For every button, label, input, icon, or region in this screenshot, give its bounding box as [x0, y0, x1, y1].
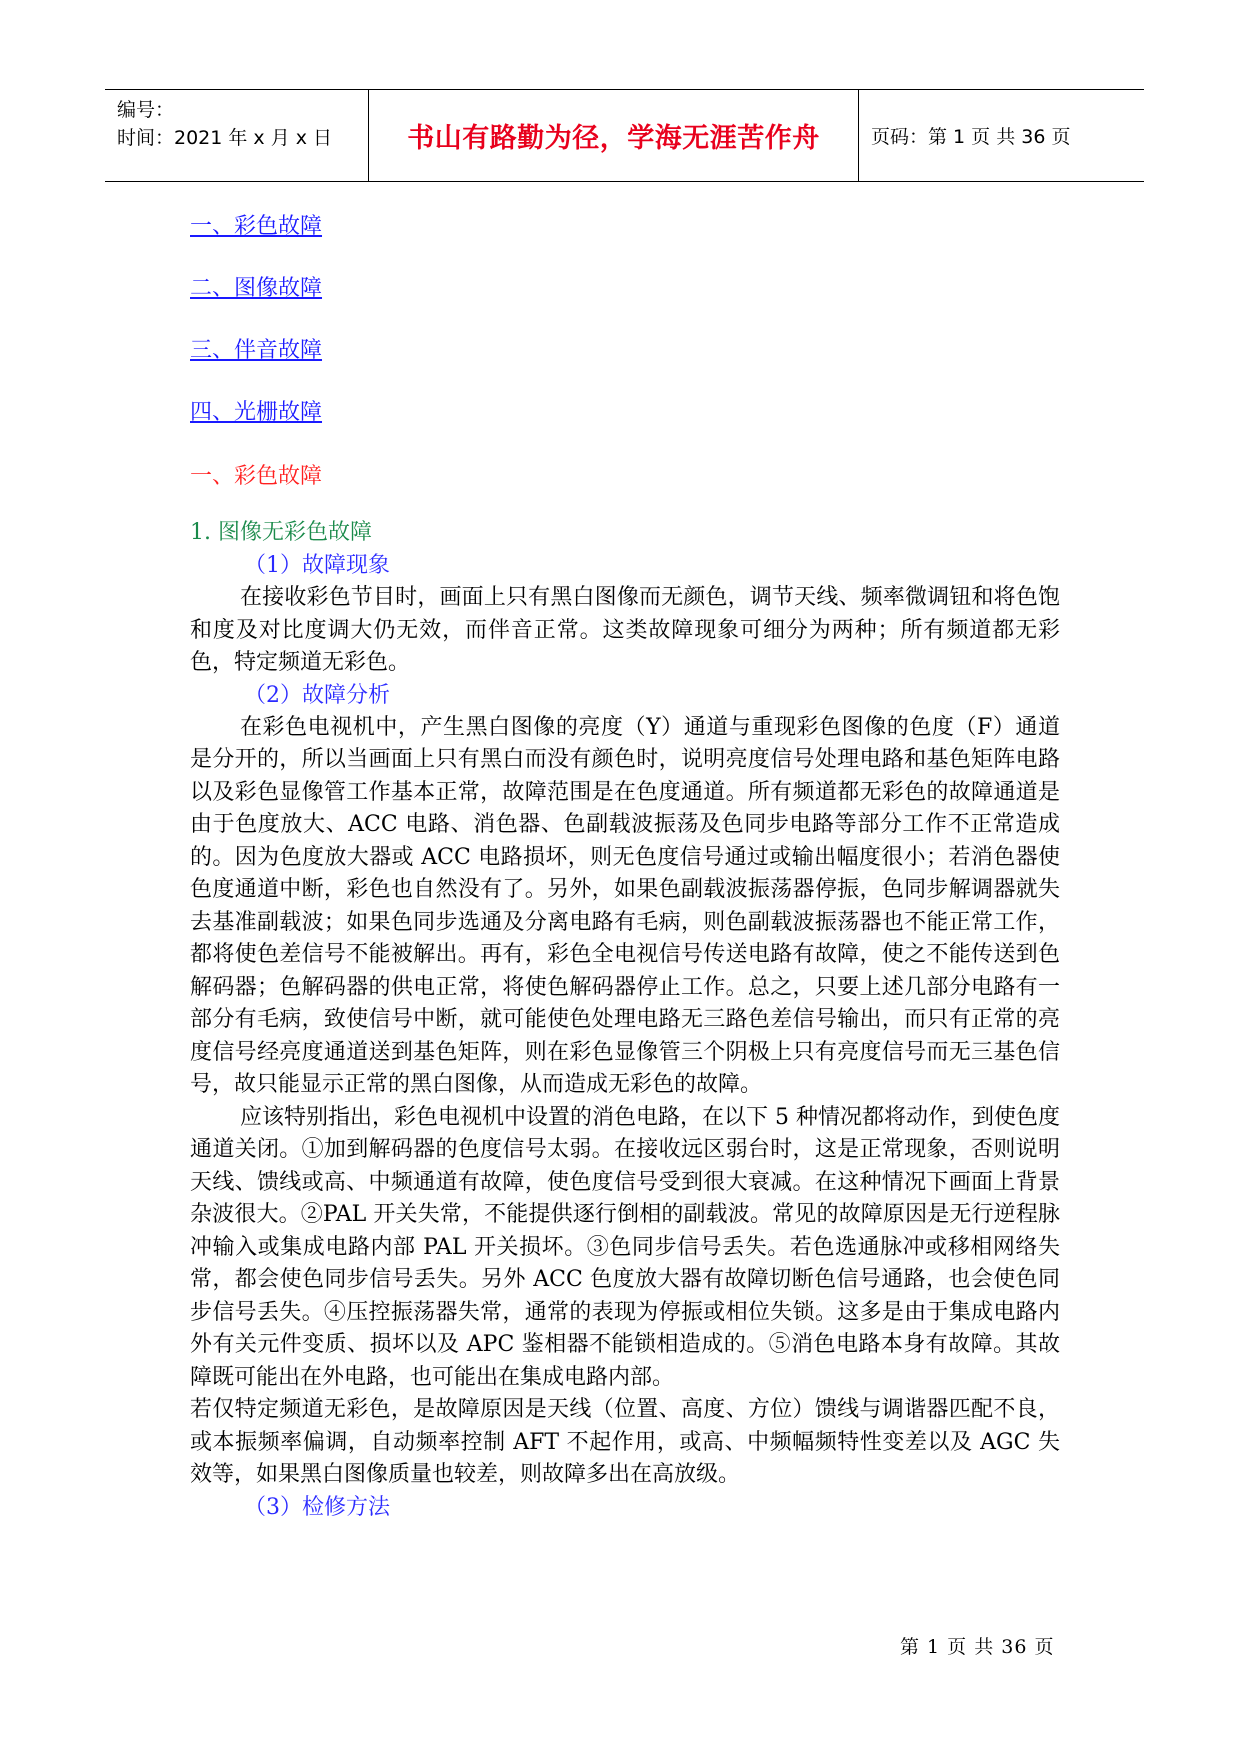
toc-link-color-faults[interactable]: 一、彩色故障	[190, 214, 323, 239]
heading-symptom: （1）故障现象	[244, 553, 390, 578]
toc-link-sound-faults[interactable]: 三、伴音故障	[190, 338, 323, 363]
section-title: 一、彩色故障	[190, 464, 323, 489]
toc-link-image-faults[interactable]: 二、图像故障	[190, 276, 323, 301]
paragraph-color-killer: 应该特别指出，彩色电视机中设置的消色电路，在以下 5 种情况都将动作，到使色度通道关闭。①加到解码器的色度信号太弱。在接收远区弱台时，这是正常现象，否则说明天线、馈线或高、中频通道有故障，使色度信号受到很大衰减。在这种情况下画面上背景杂波很大。②PAL 开关失常，不能提供逐行倒相的副载波。常见的故障原因是无行逆程脉冲输入或集成电路内部 PAL 开关损坏。③色同步信号丢失。若色选通脉冲或移相网络失常，都会使色同步信号丢失。另外 ACC 色度放大器有故障切断色信号通路，也会使色同步信号丢失。④压控振荡器失常，通常的表现为停振或相位失锁。这多是由于集成电路内外有关元件变质、损坏以及 APC 鉴相器不能锁相造成的。⑤消色电路本身有故障。其故障既可能出在外电路，也可能出在集成电路内部。	[190, 1104, 1060, 1390]
document-body	[190, 460, 1060, 1524]
header-number-label: 编号：	[117, 99, 175, 121]
header-motto-cell	[369, 90, 859, 181]
heading-analysis: （2）故障分析	[244, 682, 390, 708]
paragraph-symptom: 在接收彩色节目时，画面上只有黑白图像而无颜色，调节天线、频率微调钮和将色饱和度及对比度调大仍无效，而伴音正常。这类故障现象可细分为两种；所有频道都无彩色，特定频道无彩色。	[190, 585, 1060, 675]
header-info-cell	[105, 90, 369, 181]
header-page-label: 页码：第 1 页 共 36 页	[871, 126, 1071, 148]
header-motto: 书山有路勤为径，学海无涯苦作舟	[407, 123, 820, 154]
subsection-title: 1. 图像无彩色故障	[190, 520, 372, 545]
header-time-label: 时间：2021 年 x 月 x 日	[117, 127, 333, 149]
paragraph-analysis: 在彩色电视机中，产生黑白图像的亮度（Y）通道与重现彩色图像的色度（F）通道是分开的，所以当画面上只有黑白而没有颜色时，说明亮度信号处理电路和基色矩阵电路以及彩色显像管工作基本正常，故障范围是在色度通道。所有频道都无彩色的故障通道是由于色度放大、ACC 电路、消色器、色副载波振荡及色同步电路等部分工作不正常造成的。因为色度放大器或 ACC 电路损坏，则无色度信号通过或输出幅度很小；若消色器使色度通道中断，彩色也自然没有了。另外，如果色副载波振荡器停振，色同步解调器就失去基准副载波；如果色同步选通及分离电路有毛病，则色副载波振荡器也不能正常工作，都将使色差信号不能被解出。再有，彩色全电视信号传送电路有故障，使之不能传送到色解码器；色解码器的供电正常，将使色解码器停止工作。总之，只要上述几部分电路有一部分有毛病，致使信号中断，就可能使色处理电路无三路色差信号输出，而只有正常的亮度信号经亮度通道送到基色矩阵，则在彩色显像管三个阴极上只有亮度信号而无三基色信号，故只能显示正常的黑白图像，从而造成无彩色的故障。	[190, 714, 1060, 1097]
page-footer: 第 1 页 共 36 页	[900, 1636, 1055, 1658]
table-of-contents	[190, 210, 322, 458]
toc-link-raster-faults[interactable]: 四、光栅故障	[190, 400, 323, 425]
header-page-cell	[859, 90, 1144, 181]
page-header	[105, 89, 1144, 182]
heading-repair-method: （3）检修方法	[244, 1494, 390, 1520]
paragraph-specific-channel: 若仅特定频道无彩色，是故障原因是天线（位置、高度、方位）馈线与调谐器匹配不良，或本振频率偏调，自动频率控制 AFT 不起作用，或高、中频幅频特性变差以及 AGC 失效等，如果黑白图像质量也较差，则故障多出在高放级。	[190, 1397, 1060, 1487]
